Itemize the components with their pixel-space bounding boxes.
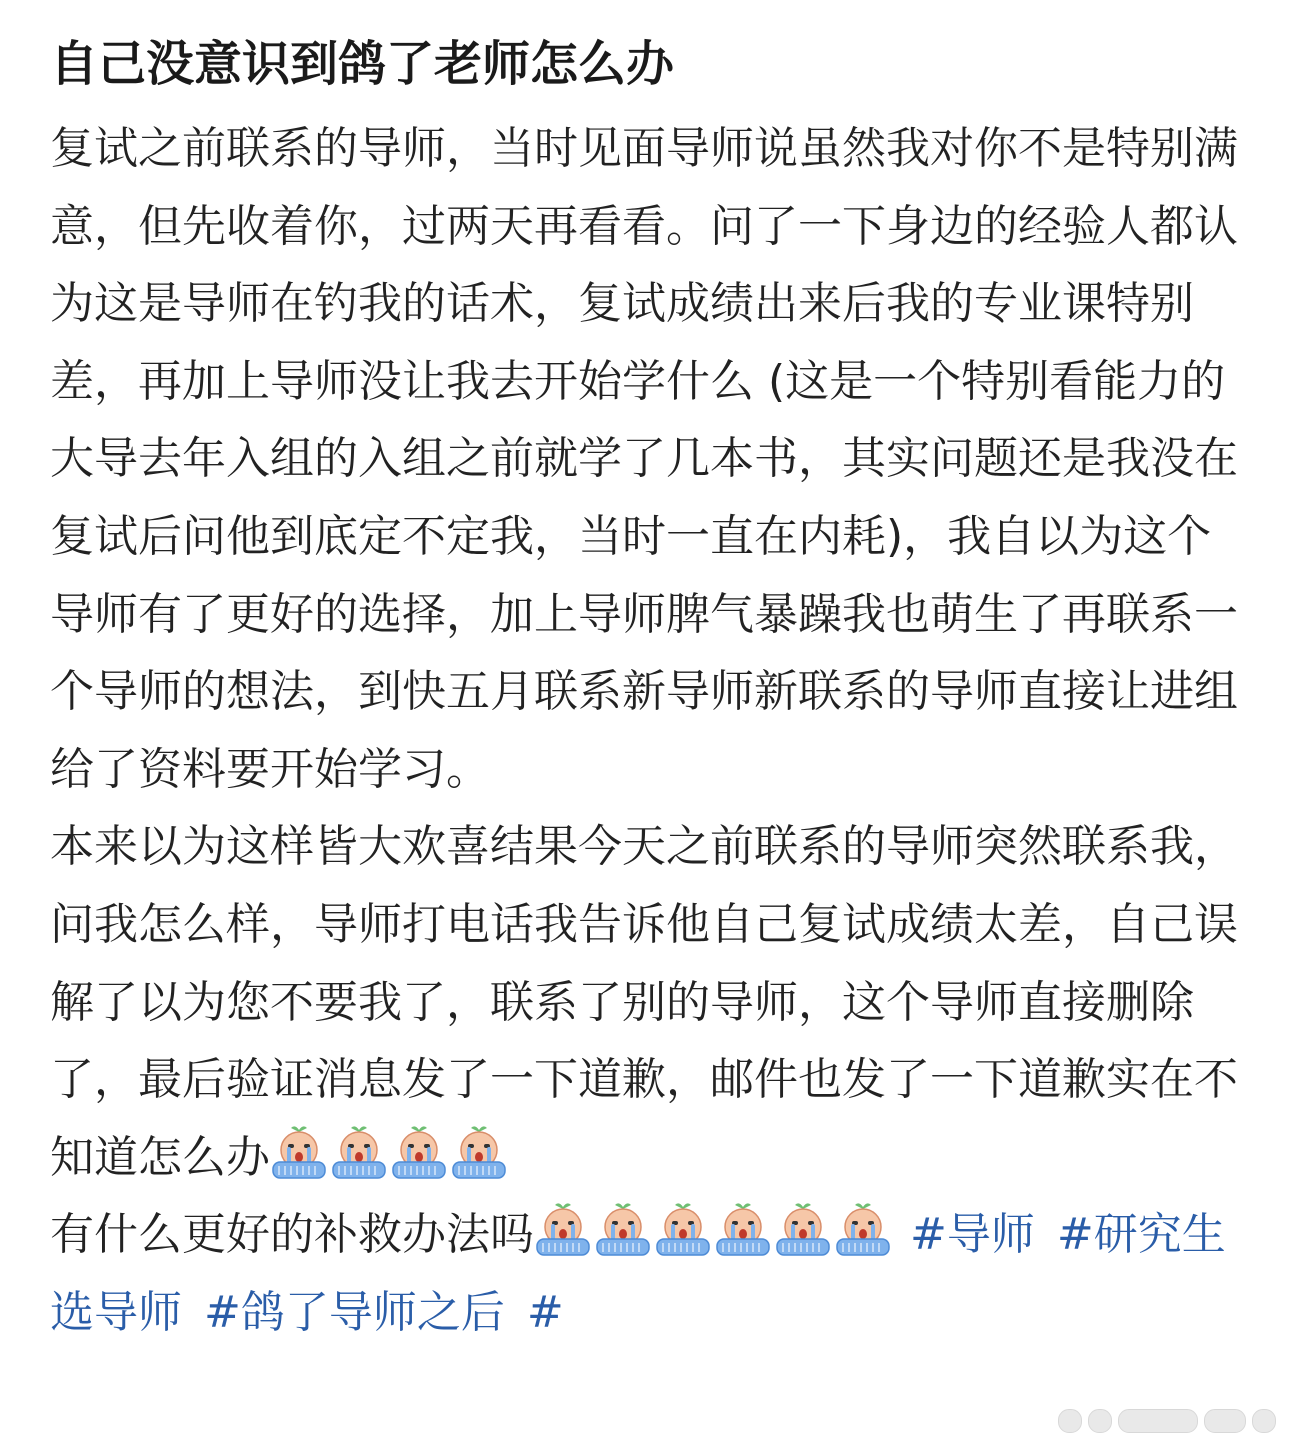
watermark-mark	[1118, 1409, 1198, 1433]
paragraph-2: 本来以为这样皆大欢喜结果今天之前联系的导师突然联系我，问我怎么样，导师打电话我告诉他自己复试成绩太差，自己误解了以为您不要我了，联系了别的导师，这个导师直接删除了，最后验证消息发了一下道歉，邮件也发了一下道歉实在不知道怎么办	[50, 821, 1238, 1183]
watermark-mark	[1088, 1409, 1112, 1433]
paragraph-3: 有什么更好的补救办法吗	[50, 1209, 534, 1261]
hashtag-advisor[interactable]: #导师	[910, 1209, 1035, 1261]
post-title: 自己没意识到鸽了老师怎么办	[50, 36, 675, 92]
post	[50, 26, 1250, 1352]
watermark	[1058, 1409, 1276, 1433]
hashtag-grad-choose-advisor[interactable]: #研究生选导师	[50, 1209, 1226, 1338]
watermark-mark	[1204, 1409, 1246, 1433]
crying-face-emoji-icon	[534, 1201, 592, 1257]
watermark-mark	[1058, 1409, 1082, 1433]
crying-face-emoji-icon	[654, 1201, 712, 1257]
watermark-mark	[1252, 1409, 1276, 1433]
crying-face-emoji-icon	[714, 1201, 772, 1257]
crying-face-emoji-icon	[834, 1201, 892, 1257]
post-body	[50, 110, 1245, 1352]
crying-face-emoji-icon	[270, 1124, 328, 1180]
hashtag-empty[interactable]: #	[526, 1286, 564, 1338]
crying-face-emoji-icon	[594, 1201, 652, 1257]
hashtag-after-ditching-advisor[interactable]: #鸽了导师之后	[204, 1286, 505, 1338]
crying-face-emoji-icon	[390, 1124, 448, 1180]
paragraph-1: 复试之前联系的导师，当时见面导师说虽然我对你不是特别满意，但先收着你，过两天再看看。问了一下身边的经验人都认为这是导师在钓我的话术，复试成绩出来后我的专业课特别差，再加上导师没让我去开始学什么 (这是一个特别看能力的大导去年入组的入组之前就学了几本书，其实问题还是我没在复试后问他到底定不定我，当时一直在内耗)，我自以为这个导师有了更好的选择，加上导师脾气暴躁我也萌生了再联系一个导师的想法，到快五月联系新导师新联系的导师直接让进组给了资料要开始学习。	[50, 123, 1238, 795]
crying-face-emoji-icon	[330, 1124, 388, 1180]
crying-face-emoji-icon	[774, 1201, 832, 1257]
crying-face-emoji-icon	[450, 1124, 508, 1180]
